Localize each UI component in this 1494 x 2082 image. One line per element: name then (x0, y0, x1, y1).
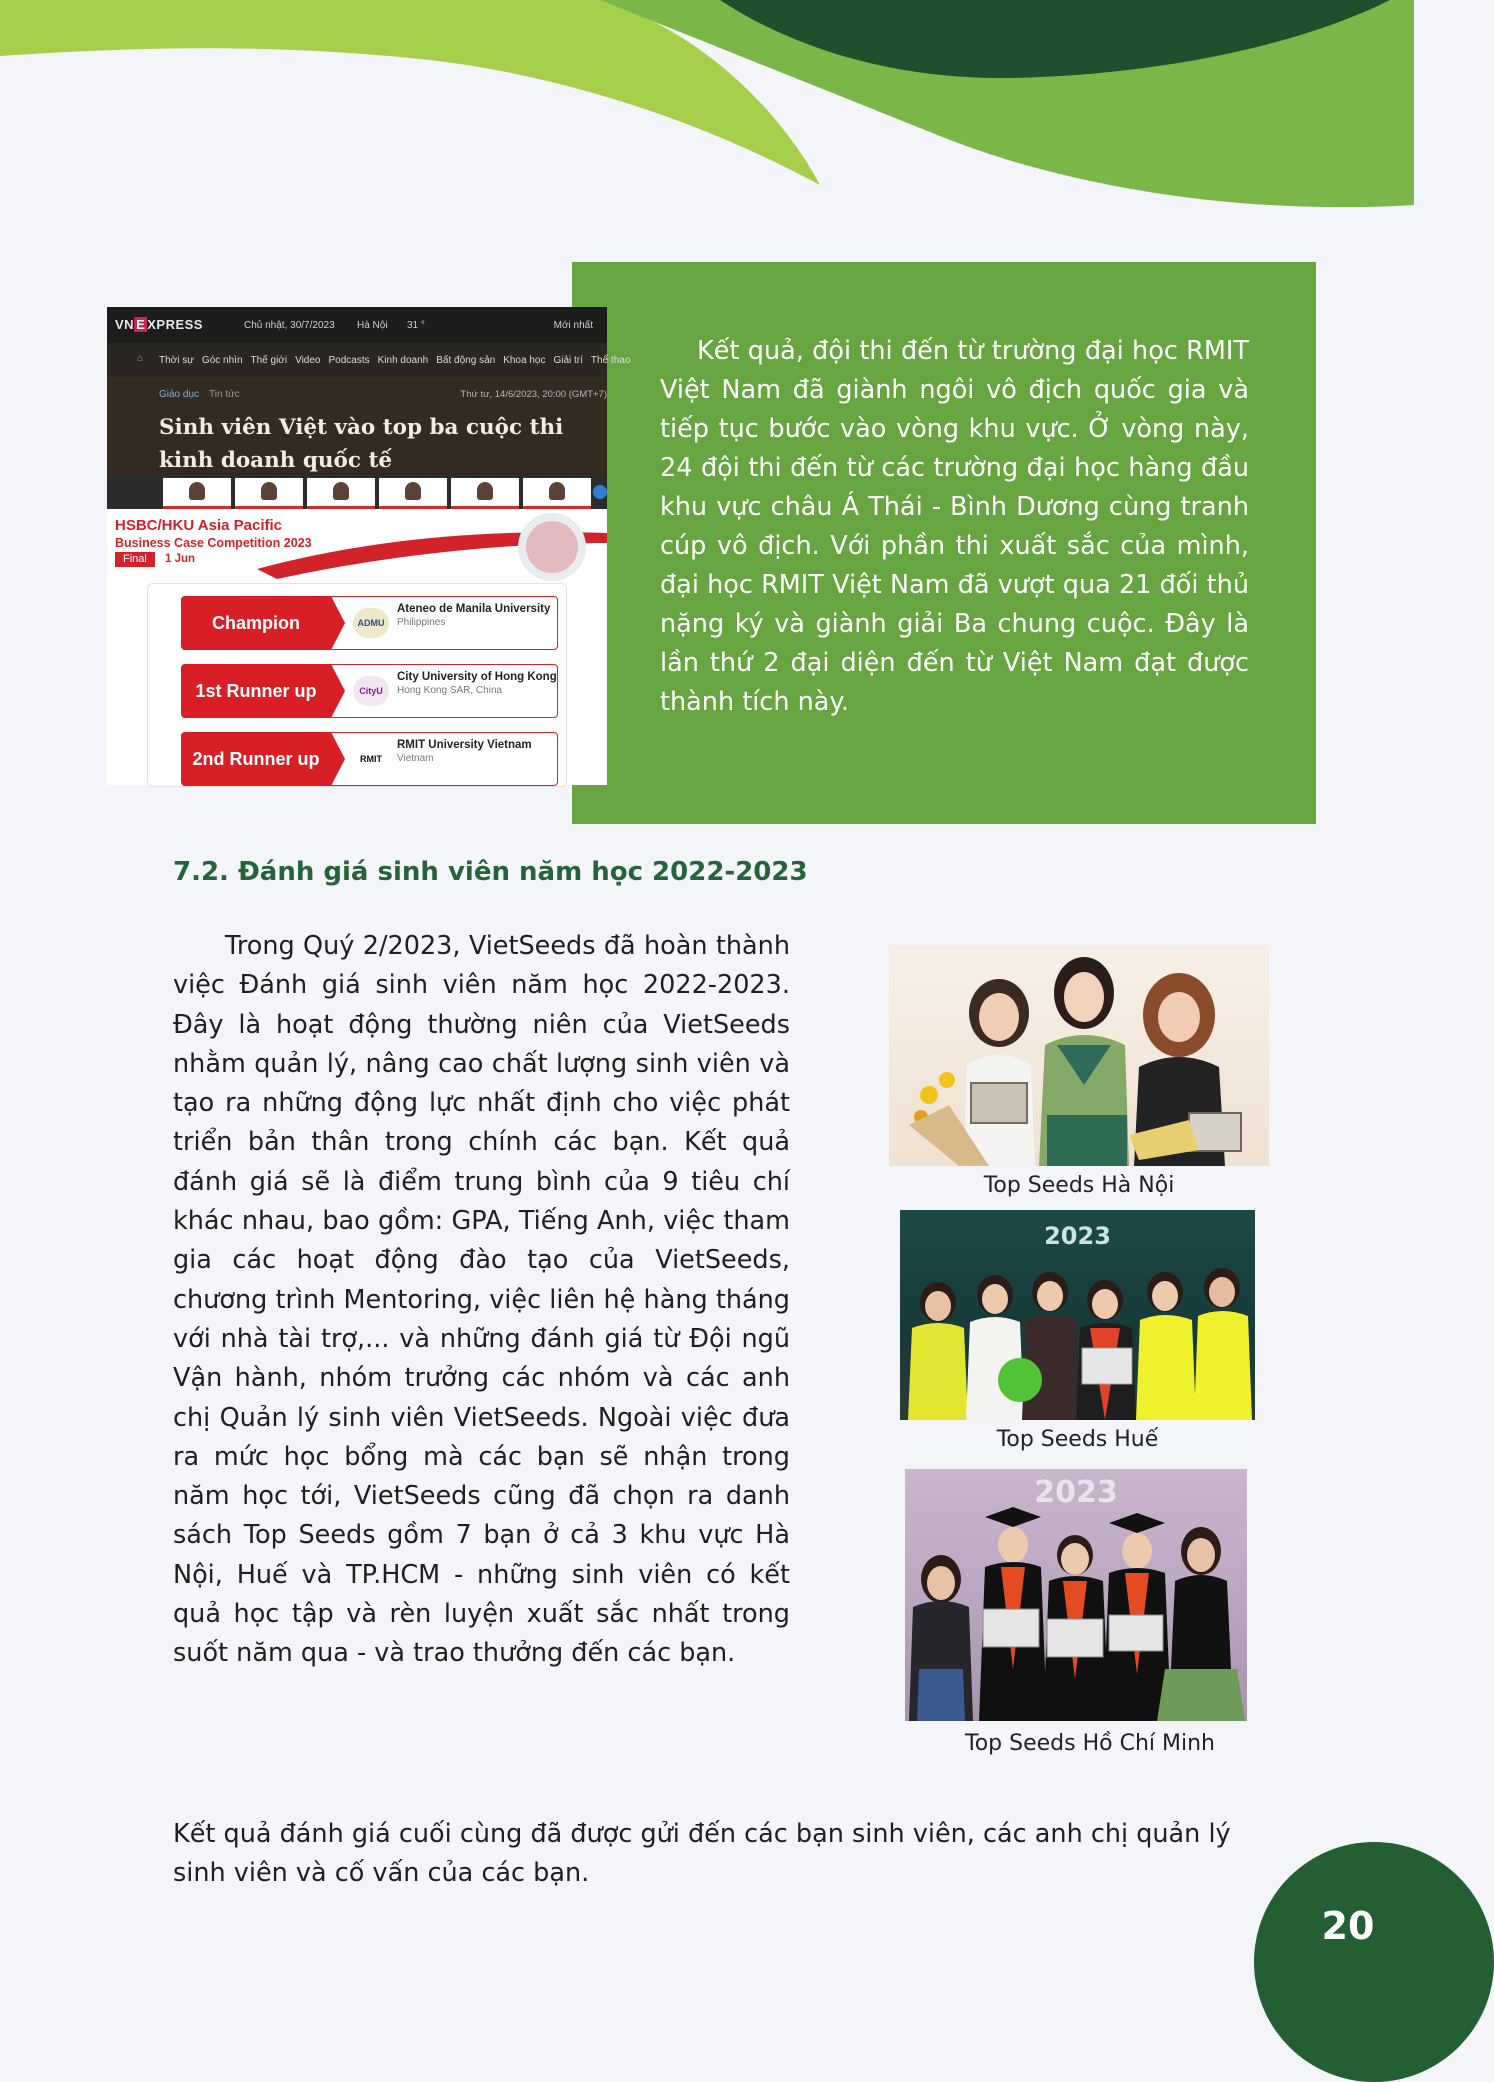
placement-second-runner-up: 2nd Runner up RMIT RMIT University Vietnam Vietnam (181, 732, 559, 786)
competition-title: HSBC/HKU Asia Pacific (115, 517, 282, 534)
news-nav-item: Podcasts (328, 355, 370, 366)
cityu-logo: CityU (353, 676, 389, 706)
ateneo-logo: ADMU (353, 608, 389, 638)
news-date: Chủ nhật, 30/7/2023 (244, 320, 335, 331)
news-nav-item: Khoa học (503, 355, 546, 366)
news-thumbnail-strip (107, 475, 607, 509)
rmit-logo: RMIT (353, 744, 389, 774)
placement-first-runner-up: 1st Runner up CityU City University of Hong Kong Hong Kong SAR, China (181, 664, 559, 718)
news-timestamp: Thứ tư, 14/6/2023, 20:00 (GMT+7) (460, 389, 607, 400)
results-panel (572, 262, 1316, 824)
news-latest-link: Mới nhất (553, 320, 593, 331)
home-icon: ⌂ (137, 353, 144, 364)
photo-top-seeds-hcm (905, 1469, 1247, 1721)
news-navbar (107, 343, 631, 377)
closing-paragraph: Kết quả đánh giá cuối cùng đã được gửi đến các bạn sinh viên, các anh chị quản lý sinh viên và cố vấn của các bạn. (173, 1819, 1231, 1888)
news-nav-item: Thời sự (159, 355, 194, 366)
photo-top-seeds-hanoi (889, 945, 1269, 1166)
news-nav-item: Kinh doanh (377, 355, 429, 366)
photo-top-seeds-hue (900, 1210, 1255, 1420)
news-article-screenshot (107, 307, 631, 785)
news-topbar (107, 307, 607, 343)
news-nav-items (159, 355, 638, 366)
page-number-badge (1254, 1842, 1494, 2082)
caption-hcm: Top Seeds Hồ Chí Minh (965, 1731, 1215, 1756)
page-number: 20 (1321, 1904, 1375, 1948)
results-card (147, 583, 567, 787)
news-headline: Sinh viên Việt vào top ba cuộc thi kinh doanh quốc tế (159, 415, 564, 473)
competition-banner (107, 509, 607, 785)
hue-banner-year: 2023 (1044, 1222, 1111, 1250)
final-date: 1 Jun (165, 553, 196, 565)
news-breadcrumb: Giáo dục Tin tức (159, 389, 240, 400)
news-nav-item: Góc nhìn (201, 355, 243, 366)
news-hero (107, 377, 607, 475)
placement-champion: Champion ADMU Ateneo de Manila University Philippines (181, 596, 559, 650)
main-paragraph: Trong Quý 2/2023, VietSeeds đã hoàn thành việc Đánh giá sinh viên năm học 2022-2023. Đây là hoạt động thường niên của VietSeeds nhằm quản lý, nâng cao chất lượng sinh viên và tạo ra những động lực nhất định cho việc phát triển bản thân trong chính các bạn. Kết quả đánh giá sẽ là điểm trung bình của 9 tiêu chí khác nhau, bao gồm: GPA, Tiếng Anh, việc tham gia các hoạt động đào tạo của VietSeeds, chương trình Mentoring, việc liên hệ hàng tháng với nhà tài trợ,... và những đánh giá từ Đội ngũ Vận hành, nhóm trưởng các nhóm và các anh chị Quản lý sinh viên VietSeeds. Ngoài việc đưa ra mức học bổng mà các bạn sẽ nhận trong năm học tới, VietSeeds cũng đã chọn ra danh sách Top Seeds gồm 7 bạn ở cả 3 khu vực Hà Nội, Huế và TP.HCM - những sinh viên có kết quả học tập và rèn luyện xuất sắc nhất trong suốt năm qua - và trao thưởng đến các bạn. (173, 931, 790, 1669)
news-nav-item: Thế giới (250, 355, 288, 366)
caption-hanoi: Top Seeds Hà Nội (983, 1173, 1175, 1198)
news-nav-item: Video (295, 355, 321, 366)
results-text: Kết quả, đội thi đến từ trường đại học RMIT Việt Nam đã giành ngôi vô địch quốc gia và tiếp tục bước vào vòng khu vực. Ở vòng này, 24 đội thi đến từ các trường đại học hàng đầu khu vực châu Á Thái - Bình Dương cùng tranh cúp vô địch. Với phần thi xuất sắc của mình, đại học RMIT Việt Nam đã vượt qua 21 đối thủ nặng ký và giành giải Ba chung cuộc. Đây là lần thứ 2 đại diện đến từ Việt Nam đạt được thành tích này. (660, 336, 1249, 717)
news-nav-item: Giải trí (553, 355, 583, 366)
news-logo: VN E XPRESS (115, 317, 203, 332)
news-city: Hà Nội (357, 320, 388, 331)
final-tag: Final (115, 552, 155, 567)
top-wave-decoration (0, 0, 1414, 220)
news-nav-item: Bất động sản (436, 355, 496, 366)
caption-hue: Top Seeds Huế (996, 1427, 1159, 1452)
hcm-banner-year: 2023 (1034, 1475, 1118, 1510)
next-arrow-icon (593, 485, 607, 499)
competition-subtitle: Business Case Competition 2023 (115, 536, 312, 550)
section-title: 7.2. Đánh giá sinh viên năm học 2022-2023 (173, 857, 808, 887)
news-nav-item: Thể thao (590, 355, 631, 366)
news-temperature: 31 ° (407, 320, 425, 331)
